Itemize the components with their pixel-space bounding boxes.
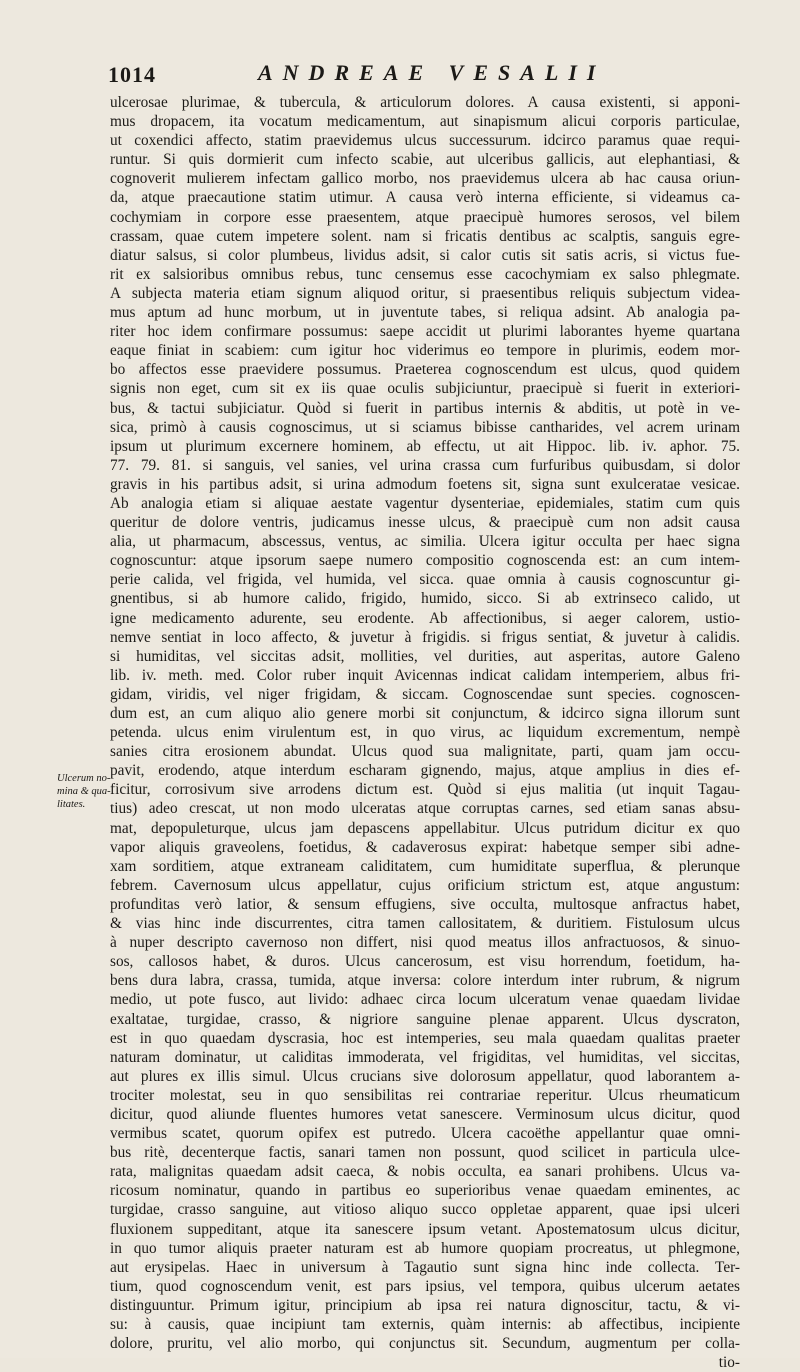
text-line: queritur de dolore ventris, judicamus inesse ulcus, & praecipuè cum non adsit causa	[110, 514, 740, 532]
text-line: mus dropacem, ita vocatum medicamentum, aut sinapismum alicui corporis particulae,	[110, 113, 740, 131]
text-line: gnentibus, si ab humore calido, frigido, humido, sicco. Si ab extrinseco calido, ut	[110, 590, 740, 608]
text-line: rata, malignitas quaedam adsit caeca, & nobis occulta, ea sanari prohibens. Ulcus va-	[110, 1163, 740, 1181]
text-line: aut plures ex illis simul. Ulcus crucians sive dolorosum appellatur, quod laborantem a-	[110, 1067, 740, 1085]
text-line: mus aptum ad hunc morbum, ut in juventute tabes, si reliqua adsint. Ab analogia pa-	[110, 304, 740, 322]
text-line: bus ritè, decenterque factis, sanari tamen non possunt, quod scilicet in particula ulce-	[110, 1144, 740, 1162]
text-line: bus, & tactui subjiciatur. Quòd si fuerit in partibus internis & abditis, ut potè in ve-	[110, 399, 740, 417]
page-number: 1014	[108, 62, 156, 87]
text-line: su: à causis, quae incipiunt tam externis, quàm internis: ab affectibus, incipiente	[110, 1316, 740, 1333]
text-line: dicitur, quod aliunde fluentes humores vetat sanescere. Verminosum ulcus dicitur, quod	[110, 1105, 740, 1123]
text-line: diatur salsus, si color plumbeus, lividus adsit, si calor cutis sit satis acris, si victus fue-	[110, 246, 740, 264]
text-line: A subjecta materia etiam signum aliquod oritur, si praesentibus reliquis subjectum videa-	[110, 284, 740, 302]
text-line: naturam dominatur, ut caliditas immoderata, vel frigiditas, vel humiditas, vel siccitas,	[110, 1048, 740, 1066]
text-line: ricosum nominatur, quando in partibus eo superioribus venae quaedam eminentes, ac	[110, 1182, 740, 1200]
text-line: in quo tumor aliquis praeter naturam est ab humore quopiam procreatus, ut phlegmone,	[110, 1239, 740, 1257]
text-line: ut coxendici affecto, statim praevidemus ulcus successurum. idcirco paramus quae requi-	[110, 132, 740, 150]
text-line: ulcerosae plurimae, & tubercula, & articulorum dolores. A causa existenti, si apponi-	[110, 94, 740, 111]
text-line: trociter molestat, seu in quo sensibilitas rei contrariae reperitur. Ulcus rheumaticum	[110, 1086, 740, 1104]
text-line: 77. 79. 81. si sanguis, vel sanies, vel urina crassa cum furfuribus quibusdam, si dolor	[110, 456, 740, 474]
text-line: febrem. Cavernosum ulcus appellatur, cujus orificium strictum est, atque angustum:	[110, 876, 740, 894]
text-line: petenda. ulcus enim virulentum est, in quo virus, ac liquidum excrementum, nempè	[110, 724, 740, 742]
text-line: crassam, quae cutem impetere solent. nam si fricatis dentibus ac scalptis, sanguis egre-	[110, 227, 740, 245]
text-line: cognoscuntur: atque ipsorum saepe numero compositio cognoscenda est: an cum intem-	[110, 552, 740, 570]
text-line: bo affectos esse praevidere possumus. Praeterea cognoscendum est ulcus, quod quidem	[110, 361, 740, 379]
text-line: vapor aliquis graveolens, foetidus, & cadaverosus expirat: habetque semper sibi adne-	[110, 838, 740, 856]
text-line: sos, callosos habet, & duros. Ulcus cancerosum, est visu horrendum, foetidum, ha-	[110, 953, 740, 971]
margin-note-line: Ulcerum no-	[57, 773, 111, 784]
text-line: ipsum ut plurimum excernere hominem, ab effectu, ut ait Hippoc. lib. iv. aphor. 75.	[110, 437, 740, 455]
text-line: tius) adeo crescat, ut non modo ulceratas atque corruptas carnes, sed etiam sanas absu-	[110, 800, 740, 818]
text-line: medio, ut pote fusco, aut livido: adhaec circa locum ulceratum venae quaedam lividae	[110, 991, 740, 1009]
text-line: bens dura labra, crassa, tumida, atque inversa: colore interdum inter rubrum, & nigrum	[110, 972, 740, 990]
body-text	[110, 93, 740, 1372]
text-line: gidam, viridis, vel niger frigidam, & siccam. Cognoscendae sunt species. cognoscen-	[110, 685, 740, 703]
text-line: Ab analogia etiam si aliquae aestate vagentur dysenteriae, epidemiales, statim cum quis	[110, 494, 740, 512]
text-line: alia, ut pharmacum, abscessus, ventus, ac similia. Ulcera igitur occulta per haec signa	[110, 533, 740, 551]
text-line: pavit, erodendo, atque interdum escharam gignendo, majus, atque amplius in dies ef-	[110, 762, 740, 780]
text-line: & vias hinc inde discurrentes, citra tamen callositatem, & duritiem. Fistulosum ulcus	[110, 915, 740, 933]
text-line: eaque finiat in scabiem: cum igitur hoc viderimus eo tempore in plurimis, eodem mor-	[110, 342, 740, 360]
text-line: nemve sentiat in loco affecto, & juvetur à frigidis. si frigus sentiat, & juvetur à calidis.	[110, 628, 740, 646]
text-line: signis non eget, cum sit ex iis quae oculis subjiciuntur, praecipuè si fuerit in exteriori-	[110, 380, 740, 398]
text-line: dolore, pruritu, vel alio morbo, qui conjunctus sit. Secundum, augmentum per colla-	[110, 1335, 740, 1353]
margin-note	[57, 772, 113, 811]
text-line: est in quo quaedam dyscrasia, hoc est intemperies, seu mala quaedam qualitas praeter	[110, 1029, 740, 1047]
margin-note-line: litates.	[57, 799, 86, 810]
text-line: ficitur, corrosivum sive arrodens dictum est. Quòd si ejus malitia (ut inquit Tagau-	[110, 781, 740, 799]
text-line: turgidae, crasso sanguine, aut vitioso aliquo succo oppletae apparent, quae ipsi ulceri	[110, 1201, 740, 1219]
text-line: rit ex salsioribus omnibus rebus, tunc censemus esse cacochymiam ex salso phlegmate.	[110, 265, 740, 283]
text-line: tium, quod cognoscendum venit, est pars ipsius, vel tempora, quibus ulcerum aetates	[110, 1277, 740, 1295]
text-line: xam sorditiem, atque extraneam caliditatem, cum humiditate superflua, & plerunque	[110, 857, 740, 875]
text-line: cochymiam in corpore esse praesentem, atque praecipuè humores serosos, vel bilem	[110, 208, 740, 226]
text-line: riter hoc idem confirmare possumus: saepe accidit ut plurimi laborantes hyeme quartana	[110, 323, 740, 341]
text-line: perie calida, vel frigida, vel humida, vel sicca. quae omnia à causis cognoscuntur gi-	[110, 571, 740, 589]
text-line: sica, primò à causis cognoscimus, ut si sciamus bibisse cantharides, vel acrem urinam	[110, 418, 740, 436]
text-line: igne medicamento adurente, seu erodente. Ab affectionibus, si aeger calorem, ustio-	[110, 609, 740, 627]
text-line: aut erysipelas. Haec in universum à Tagautio sunt signa hinc inde collecta. Ter-	[110, 1258, 740, 1276]
running-head	[108, 60, 698, 92]
text-line: exaltatae, turgidae, crasso, & nigriore sanguine plenae apparent. Ulcus dyscraton,	[110, 1010, 740, 1028]
text-line: lib. iv. meth. med. Color ruber inquit Avicennas indicat calidam intemperiem, albus fri-	[110, 666, 740, 684]
text-line: mat, depopuleturque, ulcus jam depascens appellabitur. Ulcus putridum dicitur ex quo	[110, 819, 740, 837]
margin-note-line: mina & qua-	[57, 786, 111, 797]
text-line: tio-	[718, 1354, 740, 1372]
text-line: gravis in his partibus adsit, si urina admodum foetens sit, signa sunt exulceratae vesicae.	[110, 475, 740, 493]
running-title: ANDREAE VESALII	[258, 60, 606, 85]
text-line: si humiditas, vel siccitas adsit, mollities, vel durities, aut asperitas, autore Galeno	[110, 647, 740, 665]
text-line: distinguuntur. Primum igitur, principium ab ipsa rei natura dignoscitur, tactu, & vi-	[110, 1296, 740, 1314]
text-line: vermibus scatet, quorum opifex est putredo. Ulcera cacoëthe appellantur quae omni-	[110, 1125, 740, 1143]
text-line: cognoverit mulierem infectam gallico morbo, nos praevidemus ulcera ab hac causa oriun-	[110, 170, 740, 188]
text-line: sanies citra erosionem abundat. Ulcus quod sua malignitate, parti, quam jam occu-	[110, 743, 740, 761]
text-line: da, atque praecautione statim utimur. A causa verò interna efficiente, si videamus ca-	[110, 189, 740, 207]
text-line: profunditas verò latior, & sensum effugiens, sive occulta, multosque anfractus habet,	[110, 895, 740, 913]
text-line: runtur. Si quis dormierit cum infecto scabie, aut ulceribus gallicis, aut elephantiasi, &	[110, 151, 740, 169]
text-line: à nuper descripto cavernoso non differt, nisi quod meatus illos anfractuosos, & sinuo-	[110, 934, 740, 952]
text-line: dum est, an cum aliquo alio genere morbi sit conjunctum, & idcirco signa illorum sunt	[110, 705, 740, 722]
text-line: fluxionem suppeditant, atque ita sanescere ipsum vetant. Apostematosum ulcus dicitur,	[110, 1220, 740, 1238]
